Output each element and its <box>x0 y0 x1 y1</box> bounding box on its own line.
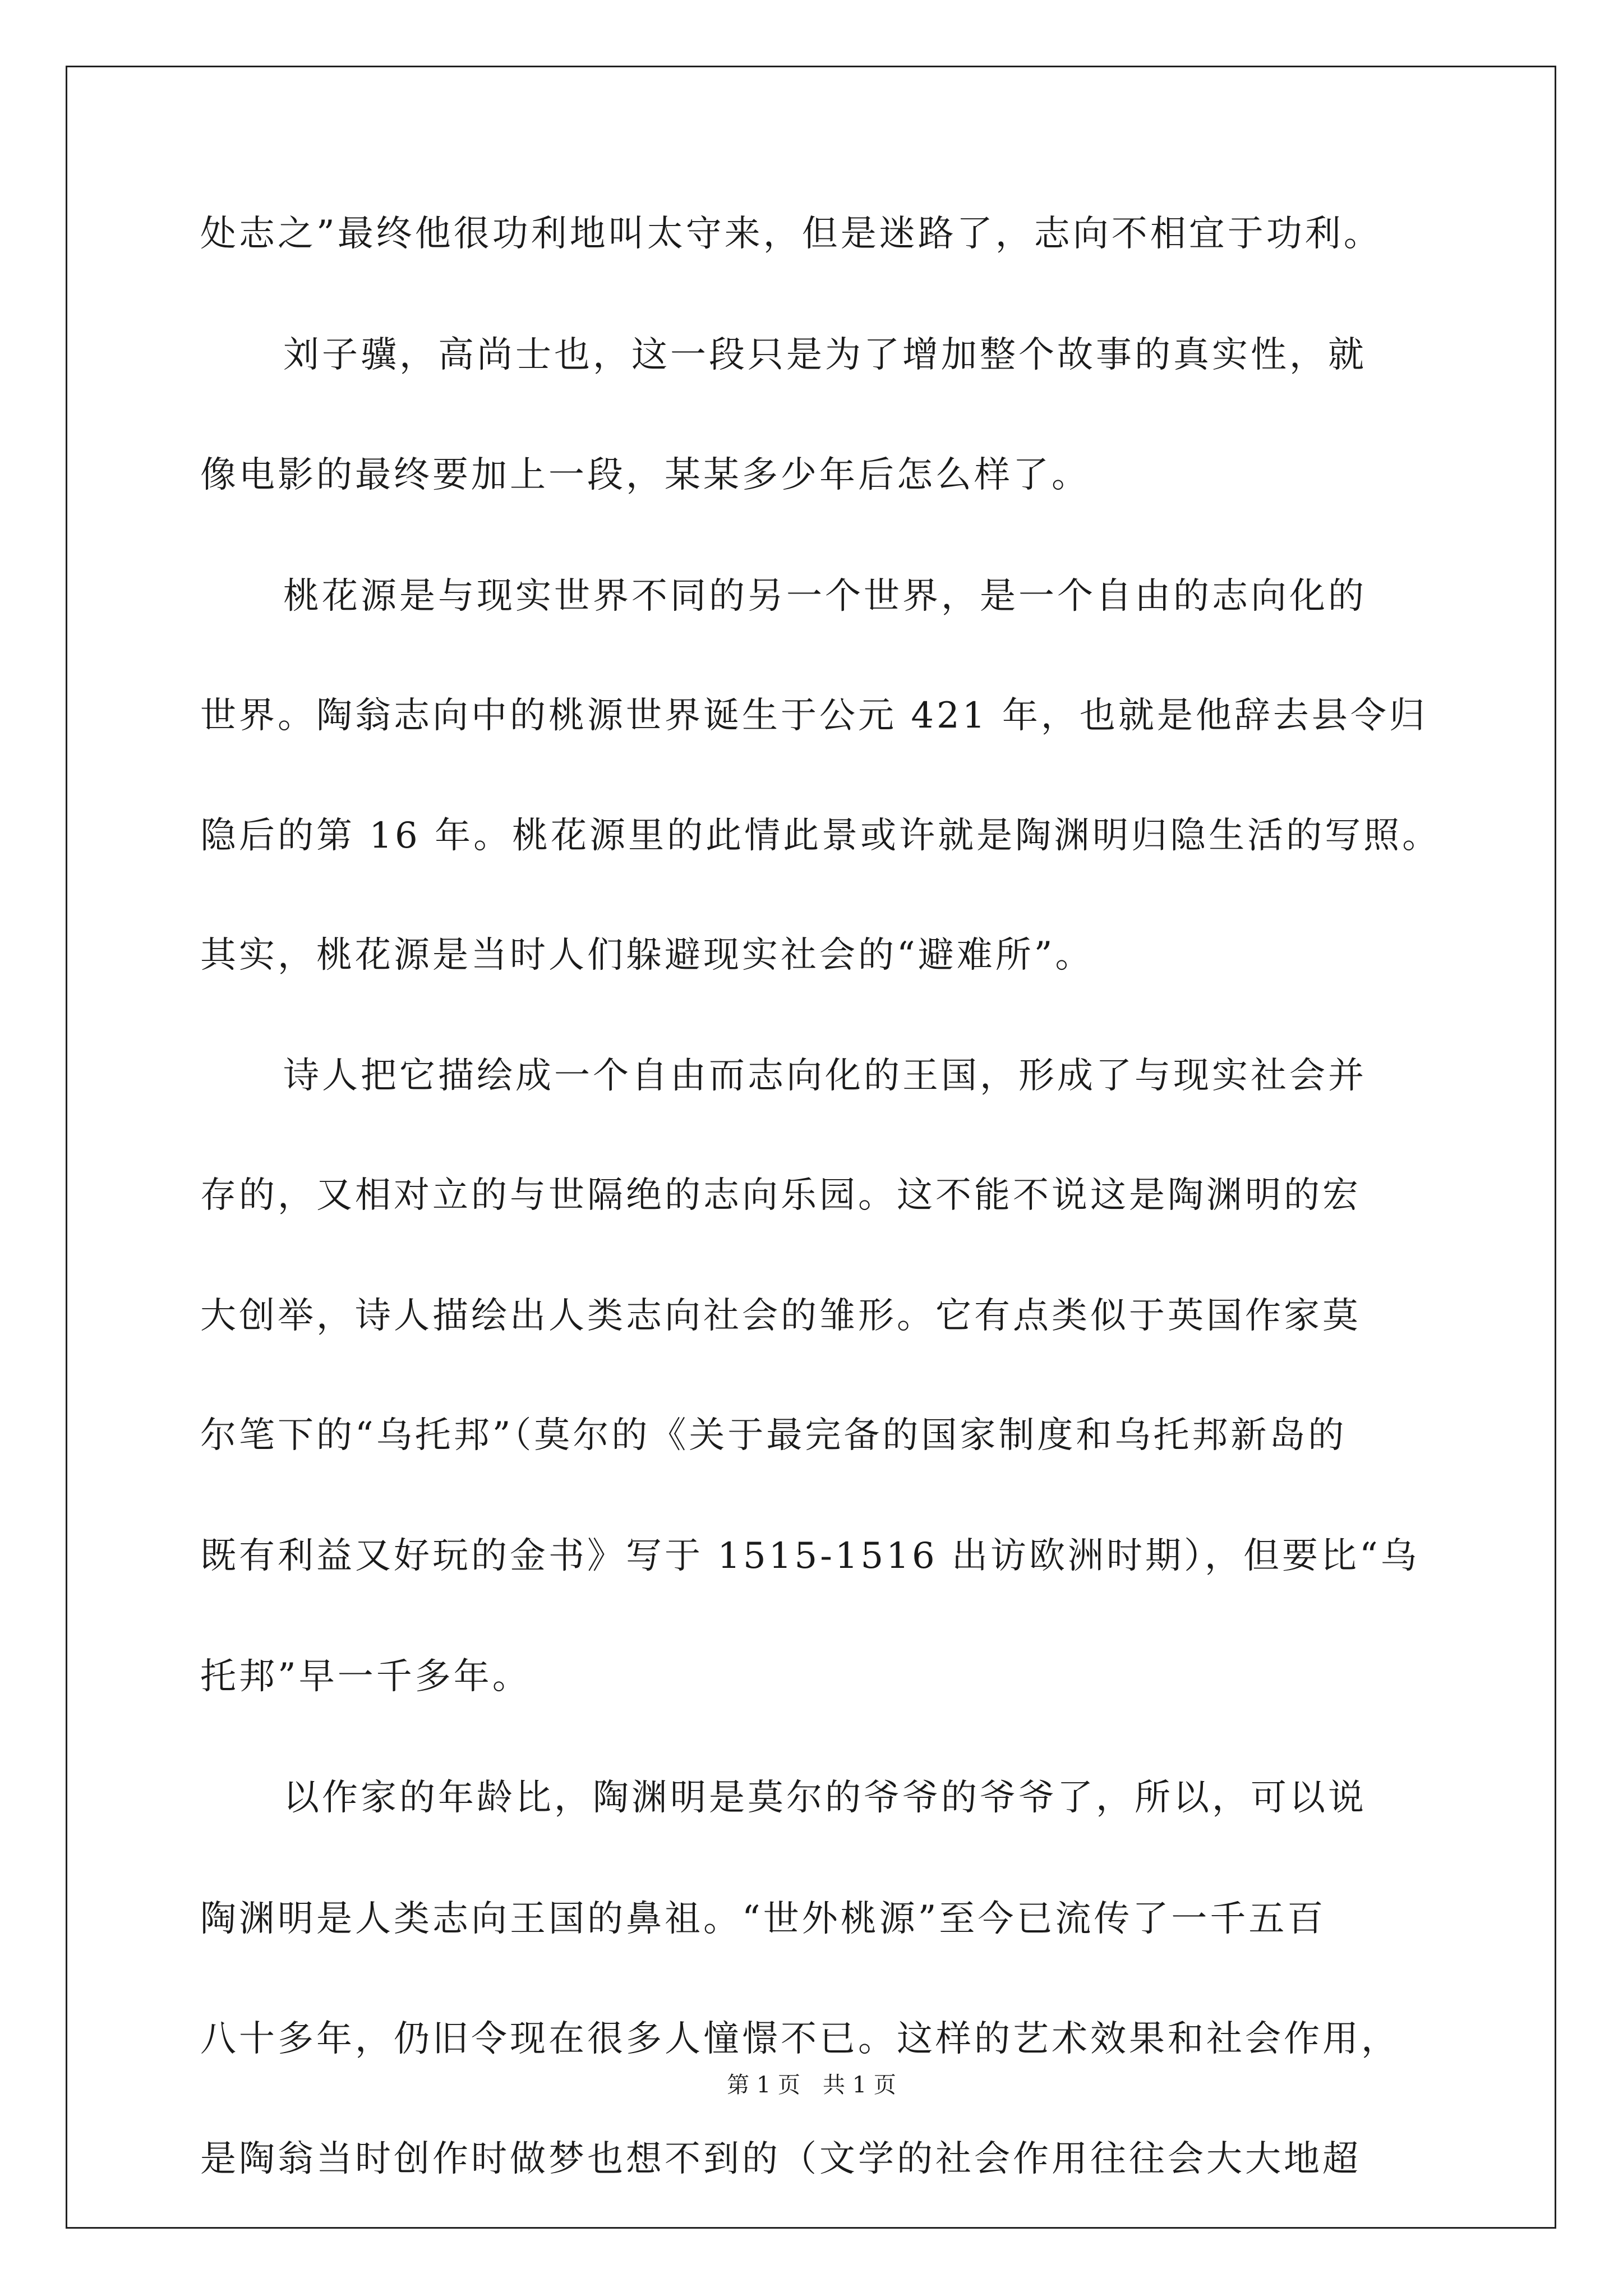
text-line-9: 存的，又相对立的与世隔绝的志向乐园。这不能不说这是陶渊明的宏 <box>200 1175 1361 1216</box>
text-line-17: 是陶翁当时创作时做梦也想不到的（文学的社会作用往往会大大地超 <box>200 2138 1361 2180</box>
text-line-14: 以作家的年龄比，陶渊明是莫尔的爷爷的爷爷了，所以，可以说 <box>283 1777 1367 1819</box>
text-line-8: 诗人把它描绘成一个自由而志向化的王国，形成了与现实社会并 <box>283 1055 1367 1097</box>
text-line-12: 既有利益又好玩的金书》写于 1515-1516 出访欧洲时期），但要比“乌 <box>200 1535 1419 1577</box>
text-line-10: 大创举，诗人描绘出人类志向社会的雏形。它有点类似于英国作家莫 <box>200 1295 1361 1337</box>
text-line-11: 尔笔下的“乌托邦”（莫尔的《关于最完备的国家制度和乌托邦新岛的 <box>200 1415 1347 1456</box>
text-line-3: 像电影的最终要加上一段，某某多少年后怎么样了。 <box>200 454 1090 496</box>
page-footer <box>0 2071 1623 2099</box>
text-line-15: 陶渊明是人类志向王国的鼻祖。“世外桃源”至今已流传了一千五百 <box>200 1898 1326 1940</box>
page-number-total: 共 1 页 <box>823 2072 896 2098</box>
text-line-13: 托邦”早一千多年。 <box>200 1656 531 1697</box>
text-line-6: 隐后的第 16 年。桃花源里的此情此景或许就是陶渊明归隐生活的写照。 <box>200 815 1441 857</box>
text-line-4: 桃花源是与现实世界不同的另一个世界，是一个自由的志向化的 <box>283 576 1367 617</box>
text-line-16: 八十多年，仍旧令现在很多人憧憬不已。这样的艺术效果和社会作用， <box>200 2018 1400 2060</box>
text-line-7: 其实，桃花源是当时人们躲避现实社会的“避难所”。 <box>200 935 1094 976</box>
text-line-5: 世界。陶翁志向中的桃源世界诞生于公元 421 年，也就是他辞去县令归 <box>200 695 1428 737</box>
page-number-current: 第 1 页 <box>727 2072 800 2098</box>
text-line-1: 处志之”最终他很功利地叫太守来，但是迷路了，志向不相宜于功利。 <box>200 213 1382 255</box>
text-line-2: 刘子骥，高尚士也，这一段只是为了增加整个故事的真实性，就 <box>283 334 1367 376</box>
